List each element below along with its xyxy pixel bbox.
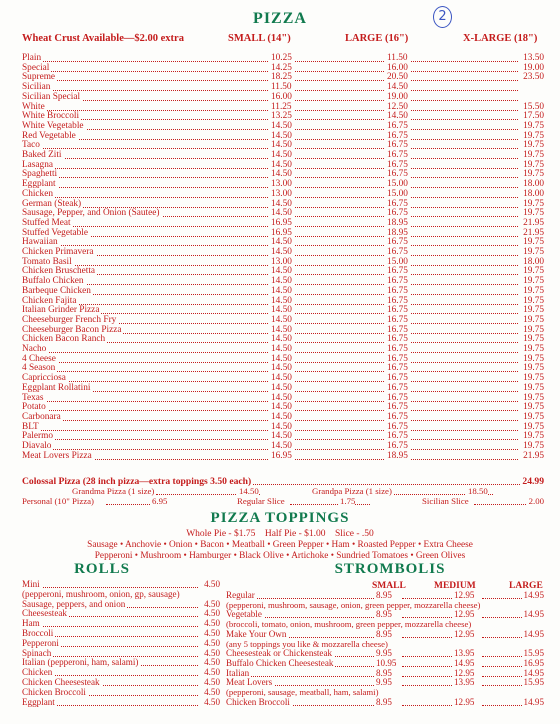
price-xlarge: 19.75 xyxy=(523,208,544,219)
page-number-mark: 2 xyxy=(433,6,452,28)
stromboli-name: Meat Lovers xyxy=(226,677,273,688)
price-small: 13.00 xyxy=(271,179,292,190)
price-large: 16.75 xyxy=(387,159,408,170)
roll-name: Chicken xyxy=(22,667,53,678)
stromboli-note: (pepperoni, mushroom, sausage, onion, green pepper, mozzarella cheese) xyxy=(226,599,481,610)
price-large: 11.50 xyxy=(387,53,408,63)
price-xlarge: 19.75 xyxy=(523,402,544,413)
roll-price: 4.50 xyxy=(204,647,220,658)
price-large: 16.75 xyxy=(387,363,408,374)
pizza-name: Potato xyxy=(22,402,46,413)
price-large: 16.75 xyxy=(387,150,408,160)
pizza-name: Spaghetti xyxy=(22,169,58,180)
grandpa-price: 18.50 xyxy=(468,486,488,496)
pizza-row xyxy=(22,122,544,132)
price-xlarge: 19.75 xyxy=(523,130,544,141)
price-xlarge: 19.75 xyxy=(523,411,544,422)
pizza-name: Nacho xyxy=(22,344,47,354)
price-large: 16.75 xyxy=(387,441,408,451)
price-small: 14.50 xyxy=(271,305,292,316)
pizza-name: Supreme xyxy=(22,72,56,83)
price-large: 18.95 xyxy=(387,217,408,228)
price-xlarge: 19.75 xyxy=(523,266,544,277)
price-xlarge: 19.75 xyxy=(523,314,544,325)
roll-name: Cheesesteak xyxy=(22,608,67,619)
pizza-name: Chicken Primavera xyxy=(22,247,94,257)
price-small: 18.25 xyxy=(271,72,292,83)
strom-price-large: 14.95 xyxy=(523,667,544,678)
price-large: 16.00 xyxy=(387,62,408,73)
price-small: 16.95 xyxy=(271,217,292,228)
price-small: 14.50 xyxy=(271,411,292,422)
roll-name: Sausage, peppers, and onion xyxy=(22,598,126,609)
strom-col-medium: MEDIUM xyxy=(434,581,476,591)
roll-price: 4.50 xyxy=(204,686,220,697)
strom-price-large: 14.95 xyxy=(523,609,544,620)
colossal-price: 24.99 xyxy=(522,476,544,487)
roll-row xyxy=(22,590,220,600)
pizza-row xyxy=(22,384,544,394)
price-large: 16.75 xyxy=(387,285,408,296)
strom-price-small: 9.95 xyxy=(376,648,392,659)
price-large: 16.75 xyxy=(387,314,408,325)
roll-price: 4.50 xyxy=(204,608,220,619)
pizza-name: White Vegetable xyxy=(22,120,84,131)
roll-price: 4.50 xyxy=(204,657,220,668)
stromboli-row xyxy=(226,630,544,640)
pizza-row xyxy=(22,287,544,297)
stromboli-name: Chicken Broccoli xyxy=(226,696,290,707)
strom-price-medium: 12.95 xyxy=(454,696,475,707)
price-xlarge xyxy=(542,93,544,103)
price-small: 14.50 xyxy=(271,140,292,151)
price-small: 14.50 xyxy=(271,421,292,432)
price-small: 14.50 xyxy=(271,198,292,209)
price-xlarge: 19.75 xyxy=(523,140,544,151)
roll-name: Italian (pepperoni, ham, salami) xyxy=(22,657,139,668)
price-large: 16.75 xyxy=(387,344,408,354)
price-xlarge: 19.75 xyxy=(523,276,544,287)
stromboli-note: (any 5 toppings you like & mozzarella cheese) xyxy=(226,638,388,649)
toppings-title: PIZZA TOPPINGS xyxy=(210,510,350,526)
stromboli-row xyxy=(226,659,544,669)
roll-price: 4.50 xyxy=(204,628,220,638)
price-large: 14.50 xyxy=(387,82,408,93)
price-small: 14.50 xyxy=(271,159,292,170)
price-small: 14.50 xyxy=(271,130,292,141)
price-small: 14.50 xyxy=(271,208,292,219)
pizza-name: Sicilian xyxy=(22,82,51,93)
price-large: 16.75 xyxy=(387,411,408,422)
price-small: 14.50 xyxy=(271,324,292,335)
pizza-row xyxy=(22,316,544,326)
price-small: 14.50 xyxy=(271,276,292,287)
roll-name: Chicken Broccoli xyxy=(22,686,86,697)
price-large: 15.00 xyxy=(387,179,408,190)
price-large: 20.50 xyxy=(387,72,408,83)
stromboli-name: Italian xyxy=(226,667,250,678)
price-xlarge: 19.75 xyxy=(523,373,544,384)
price-xlarge: 19.00 xyxy=(523,62,544,73)
pizza-row xyxy=(22,413,544,423)
price-small: 11.25 xyxy=(271,101,292,112)
price-large: 16.75 xyxy=(387,169,408,180)
strom-price-large: 16.95 xyxy=(523,657,544,668)
price-large: 16.75 xyxy=(387,198,408,209)
roll-price: 4.50 xyxy=(204,618,220,629)
pizza-name: Chicken xyxy=(22,188,53,199)
strom-price-small: 10.95 xyxy=(376,657,397,668)
price-large: 16.75 xyxy=(387,247,408,257)
price-large: 16.75 xyxy=(387,324,408,335)
price-large: 16.75 xyxy=(387,334,408,345)
price-small: 14.50 xyxy=(271,314,292,325)
strom-price-medium: 12.95 xyxy=(454,628,475,639)
pizza-name: 4 Season xyxy=(22,363,56,374)
roll-row xyxy=(22,609,220,619)
roll-name: Pepperoni xyxy=(22,637,59,648)
stromboli-row xyxy=(226,698,544,708)
price-large: 16.75 xyxy=(387,120,408,131)
pizza-row xyxy=(22,219,544,229)
price-xlarge: 19.75 xyxy=(523,120,544,131)
price-xlarge xyxy=(542,83,544,93)
stromboli-note: (pepperoni, sausage, meatball, ham, salami) xyxy=(226,687,379,697)
regular-slice-price: 1.75 xyxy=(340,496,356,506)
price-xlarge: 18.00 xyxy=(523,256,544,267)
price-small: 14.50 xyxy=(271,431,292,442)
toppings-line-1: Sausage • Anchovie • Onion • Bacon • Meatball • Green Pepper • Ham • Roasted Pepper • Extra Cheese xyxy=(87,540,473,550)
price-large: 16.75 xyxy=(387,276,408,287)
price-large: 16.75 xyxy=(387,421,408,432)
price-large: 16.75 xyxy=(387,208,408,219)
rolls-title: ROLLS xyxy=(74,561,130,577)
price-large: 16.75 xyxy=(387,392,408,403)
pizza-name: Barbeque Chicken xyxy=(22,285,91,296)
pizza-name: Stuffed Meat xyxy=(22,217,71,228)
sicilian-slice-price: 2.00 xyxy=(528,496,544,506)
pizza-name: Cheeseburger Bacon Pizza xyxy=(22,324,122,335)
strom-price-medium: 12.95 xyxy=(454,590,475,600)
price-xlarge: 15.50 xyxy=(523,101,544,112)
price-small: 14.50 xyxy=(271,334,292,345)
pizza-name: Chicken Bacon Ranch xyxy=(22,334,106,345)
roll-price: 4.50 xyxy=(204,677,220,687)
pizza-name: Red Vegetable xyxy=(22,130,76,141)
price-xlarge: 19.75 xyxy=(523,305,544,316)
price-small: 14.50 xyxy=(271,392,292,403)
price-xlarge: 21.95 xyxy=(523,217,544,228)
price-small: 13.25 xyxy=(271,111,292,122)
price-small: 14.50 xyxy=(271,169,292,180)
pizza-name: Taco xyxy=(22,140,40,151)
pizza-name: Chicken Bruschetta xyxy=(22,266,96,277)
price-xlarge: 19.75 xyxy=(523,363,544,374)
roll-name: Ham xyxy=(22,618,40,629)
colossal-label: Colossal Pizza (28 inch pizza—extra toppings 3.50 each) xyxy=(22,476,252,487)
strom-price-small: 8.95 xyxy=(376,628,392,639)
price-large: 16.75 xyxy=(387,402,408,413)
price-xlarge: 19.75 xyxy=(523,421,544,432)
personal-price: 6.95 xyxy=(152,496,168,506)
strom-price-medium: 12.95 xyxy=(454,667,475,678)
price-small: 14.50 xyxy=(271,150,292,160)
strom-price-small: 9.95 xyxy=(376,677,392,688)
stromboli-name: Vegetable xyxy=(226,609,262,620)
price-small: 14.50 xyxy=(271,295,292,306)
strom-price-medium: 14.95 xyxy=(454,657,475,668)
roll-price: 4.50 xyxy=(204,667,220,678)
strom-price-large: 14.95 xyxy=(523,590,544,600)
pizza-name: Texas xyxy=(22,392,44,403)
strom-price-medium: 13.95 xyxy=(454,648,475,659)
roll-name: Mini xyxy=(22,579,40,589)
price-small: 14.50 xyxy=(271,373,292,384)
pizza-name: Capricciosa xyxy=(22,373,66,384)
personal-label: Personal (10" Pizza) xyxy=(22,496,94,506)
strom-price-large: 15.95 xyxy=(523,677,544,688)
toppings-line-2: Pepperoni • Mushroom • Hamburger • Black Olive • Artichoke • Sundried Tomatoes • Green Olives xyxy=(94,551,466,561)
strom-price-small: 8.95 xyxy=(376,609,392,620)
price-xlarge: 19.75 xyxy=(523,441,544,451)
price-large: 16.75 xyxy=(387,140,408,151)
strom-price-small: 8.95 xyxy=(376,696,392,707)
strom-col-small: SMALL xyxy=(372,581,406,591)
price-small: 14.50 xyxy=(271,285,292,296)
pizza-name: Cheeseburger French Fry xyxy=(22,314,117,325)
price-large: 18.95 xyxy=(387,450,408,461)
price-xlarge: 19.75 xyxy=(523,431,544,442)
pizza-name: Buffalo Chicken xyxy=(22,276,84,287)
price-small: 14.50 xyxy=(271,382,292,393)
roll-name: (pepperoni, mushroom, onion, gp, sausage) xyxy=(22,588,180,599)
roll-price: 4.50 xyxy=(204,598,220,609)
price-small: 14.50 xyxy=(271,237,292,248)
price-xlarge: 19.75 xyxy=(523,198,544,209)
price-large: 16.75 xyxy=(387,382,408,393)
price-xlarge: 19.75 xyxy=(523,159,544,170)
wheat-crust-note: Wheat Crust Available—$2.00 extra xyxy=(22,33,184,44)
toppings-prices: Whole Pie - $1.75 Half Pie - $1.00 Slice - .50 xyxy=(186,529,374,539)
price-xlarge: 19.75 xyxy=(523,285,544,296)
price-small: 13.00 xyxy=(271,188,292,199)
regular-slice-label: Regular Slice xyxy=(237,496,285,506)
pizza-name: German (Steak) xyxy=(22,198,82,209)
price-large: 16.75 xyxy=(387,305,408,316)
pizza-row xyxy=(22,190,544,200)
strom-price-medium: 12.95 xyxy=(454,609,475,620)
roll-name: Broccoli xyxy=(22,628,54,638)
price-small: 13.00 xyxy=(271,256,292,267)
stromboli-note: (broccoli, tomato, onion, mushroom, green pepper, mozzarella cheese) xyxy=(226,619,472,630)
pizza-title: PIZZA xyxy=(253,10,307,27)
price-xlarge: 19.75 xyxy=(523,295,544,306)
sicilian-slice-label: Sicilian Slice xyxy=(422,496,469,506)
pizza-row xyxy=(22,93,544,103)
stromboli-name: Make Your Own xyxy=(226,628,287,639)
pizza-name: Stuffed Vegetable xyxy=(22,227,89,238)
col-small: SMALL (14") xyxy=(228,33,291,44)
grandpa-label: Grandpa Pizza (1 size) xyxy=(312,486,392,496)
price-large: 12.50 xyxy=(387,101,408,112)
price-large: 16.75 xyxy=(387,373,408,384)
price-small: 14.50 xyxy=(271,353,292,364)
pizza-name: Diavalo xyxy=(22,441,52,451)
strom-price-small: 8.95 xyxy=(376,590,392,600)
roll-row xyxy=(22,688,220,698)
pizza-name: Lasagna xyxy=(22,159,53,170)
price-large: 16.75 xyxy=(387,295,408,306)
price-small: 14.50 xyxy=(271,402,292,413)
pizza-row xyxy=(22,452,544,462)
price-xlarge: 18.00 xyxy=(523,188,544,199)
pizza-name: Baked Ziti xyxy=(22,150,62,160)
price-xlarge: 19.75 xyxy=(523,353,544,364)
strom-price-large: 14.95 xyxy=(523,628,544,639)
pizza-name: BLT xyxy=(22,421,39,432)
price-small: 14.50 xyxy=(271,120,292,131)
grandma-label: Grandma Pizza (1 size) xyxy=(72,486,155,496)
pizza-name: Carbonara xyxy=(22,411,61,422)
price-small: 14.50 xyxy=(271,344,292,354)
roll-name: Eggplant xyxy=(22,696,55,707)
price-xlarge: 19.75 xyxy=(523,169,544,180)
price-large: 18.95 xyxy=(387,227,408,238)
price-small: 14.50 xyxy=(271,363,292,374)
price-large: 16.75 xyxy=(387,266,408,277)
price-xlarge: 19.75 xyxy=(523,150,544,160)
roll-name: Chicken Cheesesteak xyxy=(22,677,100,687)
price-xlarge: 19.75 xyxy=(523,344,544,354)
roll-price: 4.50 xyxy=(204,696,220,707)
roll-price: 4.50 xyxy=(204,637,220,648)
pizza-name: Tomato Basil xyxy=(22,256,72,267)
roll-price xyxy=(218,590,220,600)
price-xlarge: 19.75 xyxy=(523,247,544,257)
roll-row xyxy=(22,639,220,649)
roll-row xyxy=(22,698,220,708)
pizza-name: Eggplant xyxy=(22,179,56,190)
price-small: 14.50 xyxy=(271,441,292,451)
pizza-name: Hawaiian xyxy=(22,237,58,248)
stromboli-name: Regular xyxy=(226,590,255,600)
pizza-name: Meat Lovers Pizza xyxy=(22,450,92,461)
pizza-name: Eggplant Rollatini xyxy=(22,382,91,393)
price-small: 14.25 xyxy=(271,62,292,73)
price-xlarge: 19.75 xyxy=(523,392,544,403)
price-xlarge: 13.50 xyxy=(523,53,544,63)
price-xlarge: 19.75 xyxy=(523,334,544,345)
pizza-name: White xyxy=(22,101,45,112)
strom-col-large: LARGE xyxy=(509,581,543,591)
strom-price-small: 8.95 xyxy=(376,667,392,678)
stromboli-name: Buffalo Chicken Cheesesteak xyxy=(226,657,334,668)
price-large: 16.75 xyxy=(387,130,408,141)
price-xlarge: 21.95 xyxy=(523,450,544,461)
price-large: 15.00 xyxy=(387,256,408,267)
pizza-name: Sicilian Special xyxy=(22,91,81,102)
price-small: 10.25 xyxy=(271,53,292,63)
price-large: 16.75 xyxy=(387,353,408,364)
grandma-price: 14.50 xyxy=(239,486,259,496)
price-xlarge: 19.75 xyxy=(523,382,544,393)
price-small: 16.95 xyxy=(271,227,292,238)
strom-price-medium: 13.95 xyxy=(454,677,475,688)
price-small: 14.50 xyxy=(271,247,292,257)
price-large: 15.00 xyxy=(387,188,408,199)
col-xlarge: X-LARGE (18") xyxy=(463,33,538,44)
stromboli-name: Cheesesteak or Chickensteak xyxy=(226,648,333,659)
price-xlarge: 19.75 xyxy=(523,237,544,248)
pizza-name: White Broccoli xyxy=(22,111,80,122)
pizza-name: Italian Grinder Pizza xyxy=(22,305,100,316)
price-xlarge: 18.00 xyxy=(523,179,544,190)
price-xlarge: 17.50 xyxy=(523,111,544,122)
pizza-name: Special xyxy=(22,62,50,73)
pizza-name: Chicken Fajita xyxy=(22,295,77,306)
price-large: 14.50 xyxy=(387,111,408,122)
price-large: 16.75 xyxy=(387,237,408,248)
strom-price-large: 15.95 xyxy=(523,648,544,659)
price-xlarge: 21.95 xyxy=(523,227,544,238)
price-large: 19.00 xyxy=(387,91,408,102)
personal-row xyxy=(22,497,544,507)
price-xlarge: 19.75 xyxy=(523,324,544,335)
price-small: 11.50 xyxy=(271,82,292,93)
pizza-name: 4 Cheese xyxy=(22,353,56,364)
pizza-name: Palermo xyxy=(22,431,53,442)
roll-name: Spinach xyxy=(22,647,52,658)
price-small: 16.95 xyxy=(271,450,292,461)
pizza-name: Sausage, Pepper, and Onion (Sautee) xyxy=(22,208,160,219)
strom-price-large: 14.95 xyxy=(523,696,544,707)
price-large: 16.75 xyxy=(387,431,408,442)
stromboli-title: STROMBOLIS xyxy=(334,561,446,577)
price-small: 14.50 xyxy=(271,266,292,277)
col-large: LARGE (16") xyxy=(345,33,409,44)
roll-price: 4.50 xyxy=(204,579,220,589)
price-small: 16.00 xyxy=(271,91,292,102)
pizza-name: Plain xyxy=(22,53,42,63)
price-xlarge: 23.50 xyxy=(523,72,544,83)
